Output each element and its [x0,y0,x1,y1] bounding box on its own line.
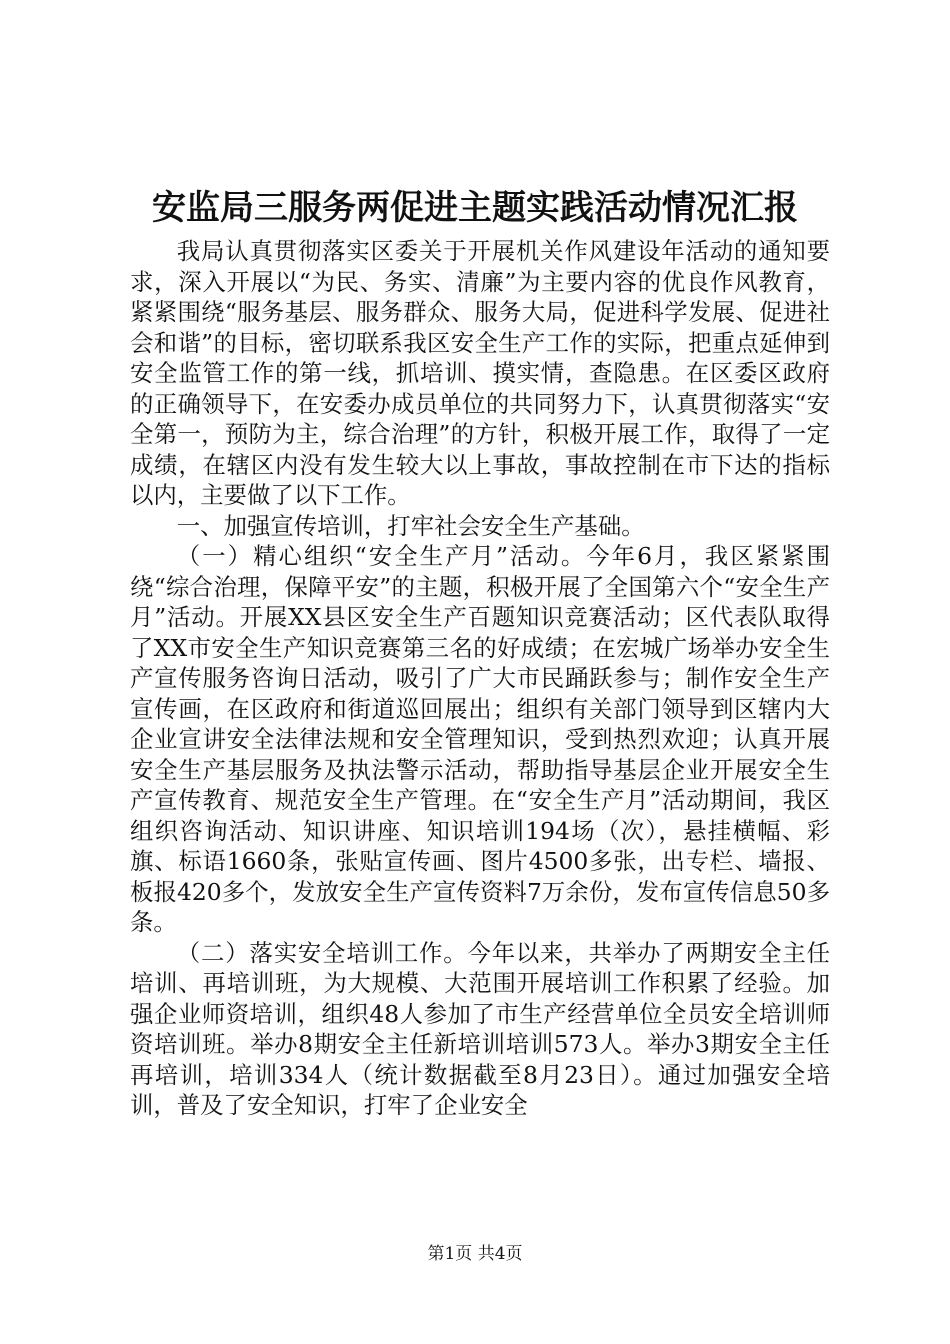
paragraph-intro: 我局认真贯彻落实区委关于开展机关作风建设年活动的通知要求，深入开展以“为民、务实、清廉”为主要内容的优良作风教育，紧紧围绕“服务基层、服务群众、服务大局，促进科学发展、促进社会和谐”的目标，密切联系我区安全生产工作的实际，把重点延伸到安全监管工作的第一线，抓培训、摸实情，查隐患。在区委区政府的正确领导下，在安委办成员单位的共同努力下，认真贯彻落实“安全第一，预防为主，综合治理”的方针，积极开展工作，取得了一定成绩，在辖区内没有发生较大以上事故，事故控制在市下达的指标以内，主要做了以下工作。 [130,237,830,509]
paragraph-section-heading: 一、加强宣传培训，打牢社会安全生产基础。 [176,511,645,540]
document-title: 安监局三服务两促进主题实践活动情况汇报 [152,188,798,228]
paragraph-training: （二）落实安全培训工作。今年以来，共举办了两期安全主任培训、再培训班，为大规模、大范围开展培训工作积累了经验。加强企业师资培训，组织48人参加了市生产经营单位全员安全培训师资培训班。举办8期安全主任新培训培训573人。举办3期安全主任再培训，培训334人（统计数据截至8月23日）。通过加强安全培训，普及了安全知识，打牢了企业安全 [130,938,830,1119]
page-footer: 第1页 共4页 [427,1244,523,1264]
document-body [130,236,830,1121]
paragraph-safety-month: （一）精心组织“安全生产月”活动。今年6月，我区紧紧围绕“综合治理，保障平安”的主题，积极开展了全国第六个“安全生产月”活动。开展XX县区安全生产百题知识竞赛活动；区代表队取得了XX市安全生产知识竞赛第三名的好成绩；在宏城广场举办安全生产宣传服务咨询日活动，吸引了广大市民踊跃参与；制作安全生产宣传画，在区政府和街道巡回展出；组织有关部门领导到区辖内大企业宣讲安全法律法规和安全管理知识，受到热烈欢迎；认真开展安全生产基层服务及执法警示活动，帮助指导基层企业开展安全生产宣传教育、规范安全生产管理。在“安全生产月”活动期间，我区组织咨询活动、知识讲座、知识培训194场（次），悬挂横幅、彩旗、标语1660条，张贴宣传画、图片4500多张，出专栏、墙报、板报420多个，发放安全生产宣传资料7万余份，发布宣传信息50多条。 [130,542,830,936]
